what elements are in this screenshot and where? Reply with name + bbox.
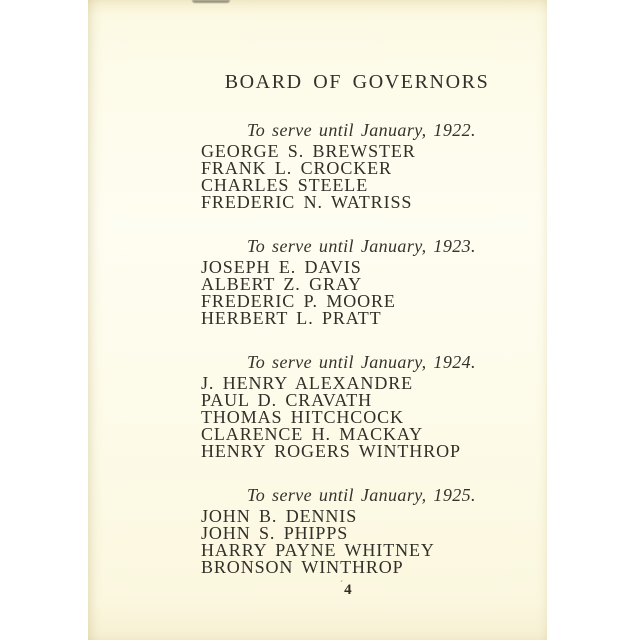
governor-list-1925 bbox=[201, 508, 533, 576]
governor-list-1922 bbox=[201, 143, 533, 211]
term-heading-1925: To serve until January, 1925. bbox=[247, 485, 476, 505]
page-content bbox=[201, 0, 533, 599]
governor-list-1923 bbox=[201, 259, 533, 327]
term-heading-1922: To serve until January, 1922. bbox=[247, 120, 476, 140]
governor-list-1924 bbox=[201, 375, 533, 460]
governors-section-1924 bbox=[201, 351, 533, 460]
governor-name: CLARENCE H. MACKAY bbox=[201, 424, 424, 444]
governor-name: FREDERIC N. WATRISS bbox=[201, 192, 413, 212]
page-title: BOARD OF GOVERNORS bbox=[224, 71, 490, 93]
governor-name: HENRY ROGERS WINTHROP bbox=[201, 441, 461, 461]
governor-name: FREDERIC P. MOORE bbox=[201, 291, 396, 311]
governor-name: HARRY PAYNE WHITNEY bbox=[201, 540, 435, 560]
term-heading-1923: To serve until January, 1923. bbox=[247, 236, 476, 256]
governor-name: FRANK L. CROCKER bbox=[201, 158, 392, 178]
governor-name: GEORGE S. BREWSTER bbox=[201, 141, 416, 161]
book-page bbox=[88, 0, 547, 640]
governor-name: THOMAS HITCHCOCK bbox=[201, 407, 404, 427]
page-number: 4 bbox=[344, 582, 353, 598]
term-heading-1924: To serve until January, 1924. bbox=[247, 352, 476, 372]
page-number-mark: ˊ bbox=[339, 580, 344, 591]
governors-section-1925 bbox=[201, 484, 533, 576]
page-number-row bbox=[201, 580, 533, 599]
governor-name: PAUL D. CRAVATH bbox=[201, 390, 373, 410]
governor-name: JOSEPH E. DAVIS bbox=[201, 257, 362, 277]
governors-section-1922 bbox=[201, 119, 533, 211]
governor-name: JOHN B. DENNIS bbox=[201, 506, 358, 526]
governors-section-1923 bbox=[201, 235, 533, 327]
governor-name: ALBERT Z. GRAY bbox=[201, 274, 363, 294]
governor-name: J. HENRY ALEXANDRE bbox=[201, 373, 414, 393]
governor-name: CHARLES STEELE bbox=[201, 175, 369, 195]
governor-name: JOHN S. PHIPPS bbox=[201, 523, 349, 543]
governor-name: BRONSON WINTHROP bbox=[201, 557, 404, 577]
governor-name: HERBERT L. PRATT bbox=[201, 308, 382, 328]
